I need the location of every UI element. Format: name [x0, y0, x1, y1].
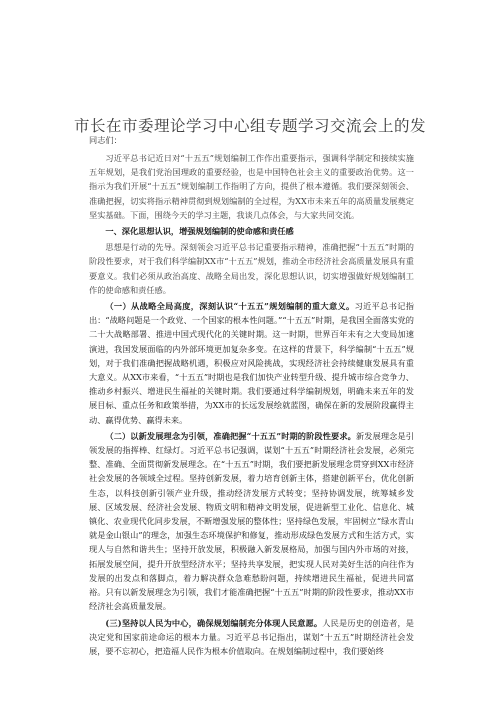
- paragraph-intro: 习近平总书记近日对“十五五”规划编制工作作出重要指示，强调科学制定和接续实施五年规划，是我们党治国理政的重要经验，也是中国特色社会主义的重要政治优势。这一指示为我们开展“十五五”规划编制工作指明了方向，提供了根本遵循。我们要深刻领会、准确把握，切实将指示精神贯彻到规划编制的全过程，为XX市未来五年的高质量发展奠定坚实基础。下面，围绕今天的学习主题，我谈几点体会，与大家共同交流。: [89, 153, 414, 220]
- salutation: 同志们：: [89, 135, 122, 145]
- subsection-3: [89, 616, 414, 659]
- subsection-heading-2: （二）以新发展理念为引领，准确把握“十五五”时期的阶段性要求。: [105, 430, 356, 441]
- paragraph-section-1: 思想是行动的先导。深刻领会习近平总书记重要指示精神，准确把握“十五五”时期的阶段性要求，对于我们科学编制XX市“十五五”规划，推动全市经济社会高质量发展具有重要意义。我们必须从政治高度、战略全局出发，深化思想认识，切实增强做好规划编制工作的使命感和责任感。: [89, 242, 414, 295]
- section-heading-1: 一、深化思想认识，增强规划编制的使命感和责任感: [105, 226, 294, 237]
- subsection-text-2: 新发展理念是引领发展的指挥棒、红绿灯。习近平总书记强调，谋划“十五五”时期经济社会发展，必须完整、准确、全面贯彻新发展理念。在“十五五”时期，我们要把新发展理念贯穿到XX市经济社会发展的各领域全过程。坚持创新发展，着力培育创新主体，搭建创新平台，优化创新生态，以科技创新引领产业升级，推动经济发展方式转变；坚持协调发展，统筹城乡发展、区域发展、经济社会发展、物质文明和精神文明发展，促进新型工业化、信息化、城镇化、农业现代化同步发展，不断增强发展的整体性；坚持绿色发展，牢固树立“绿水青山就是金山银山”的理念，加强生态环境保护和修复，推动形成绿色发展方式和生活方式，实现人与自然和谐共生；坚持开放发展，积极融入新发展格局，加强与国内外市场的对接，拓展发展空间，提升开放型经济水平；坚持共享发展，把实现人民对美好生活的向往作为发展的出发点和落脚点，着力解决群众急难愁盼问题，持续增进民生福祉，促进共同富裕。只有以新发展理念为引领，我们才能准确把握“十五五”时期的阶段性要求，推动XX市经济社会高质量发展。: [89, 430, 414, 612]
- subsection-heading-3: (三)坚持以人民为中心，确保规划编制充分体现人民意愿。: [105, 617, 323, 628]
- document-body: [89, 151, 414, 660]
- subsection-text-3: 人民是历史的创造者，是决定党和国家前途命运的根本力量。习近平总书记指出，谋划“十五五”时期经济社会发展，要不忘初心，把造福人民作为根本价值取向。在规划编制过程中，我们要始终: [89, 617, 414, 656]
- subsection-1: [89, 299, 414, 427]
- subsection-heading-1: （一）从战略全局高度，深刻认识“十五五”规划编制的重大意义。: [105, 301, 355, 312]
- subsection-text-1: 习近平总书记指出：“战略问题是一个政党、一个国家的根本性问题。”“十五五”时期，是我国全面落实党的二十大战略部署、推进中国式现代化的关键时期。这一时期，世界百年未有之大变局加速演进，我国发展面临的内外部环境更加复杂多变。在这样的背景下，科学编制“十五五”规划，对于我们准确把握战略机遇，积极应对风险挑战，实现经济社会持续健康发展具有重大意义。从XX市来看，“十五五”时期也是我们加快产业转型升级、提升城市综合竞争力、推动乡村振兴、增进民生福祉的关键时期。我们要通过科学编制规划，明确未来五年的发展目标、重点任务和政策举措，为XX市的长远发展绘就蓝图，确保在新的发展阶段赢得主动、赢得优势、赢得未来。: [89, 301, 414, 425]
- subsection-2: [89, 429, 414, 614]
- document-title: 市长在市委理论学习中心组专题学习交流会上的发: [73, 117, 426, 136]
